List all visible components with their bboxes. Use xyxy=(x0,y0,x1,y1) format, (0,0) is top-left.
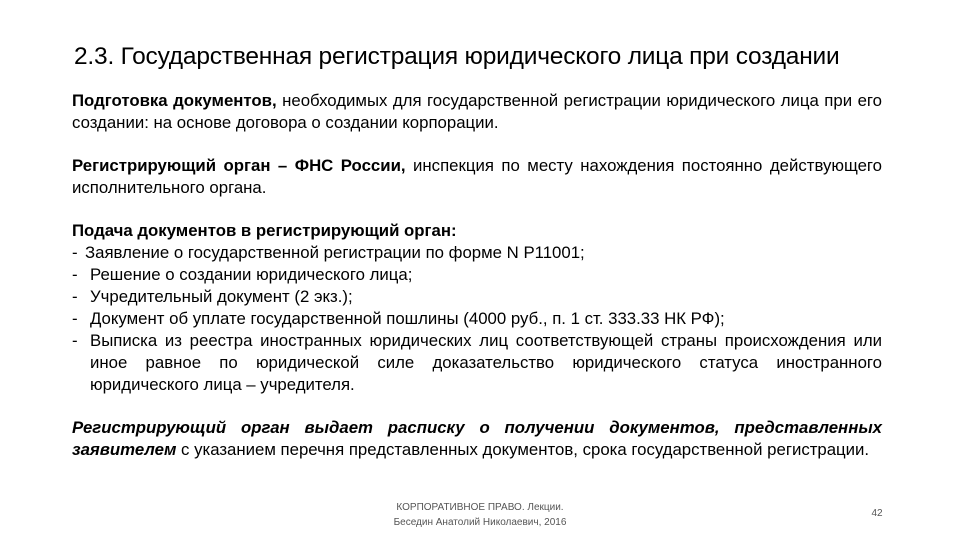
document-list xyxy=(72,220,882,396)
paragraph-bold-italic-lead: Регистрирующий орган выдает расписку о получении документов, представленных заявителем xyxy=(72,418,882,459)
document-list-heading: Подача документов в регистрирующий орган: xyxy=(72,221,457,240)
page-number: 42 xyxy=(871,508,883,519)
slide-title: 2.3. Государственная регистрация юридического лица при создании xyxy=(74,43,840,70)
dash-bullet: - xyxy=(72,287,78,306)
footer-course-title: КОРПОРАТИВНОЕ ПРАВО. Лекции. xyxy=(396,502,564,513)
paragraph-text: необходимых для государственной регистрации юридического лица при его создании: на основе договора о создании корпорации. xyxy=(72,91,882,132)
paragraph-bold-lead: Регистрирующий орган – ФНС России, xyxy=(72,156,406,175)
paragraph-bold-lead: Подготовка документов, xyxy=(72,91,277,110)
list-item xyxy=(72,330,882,396)
list-item-text: Учредительный документ (2 экз.); xyxy=(90,287,353,306)
list-item-text: Выписка из реестра иностранных юридических лиц соответствующей страны происхождения или иное равное по юридической силе доказательство юридического статуса иностранного юридического лица – учредителя. xyxy=(90,331,882,394)
paragraph-document-preparation xyxy=(72,90,882,134)
list-item-text: Решение о создании юридического лица; xyxy=(90,265,413,284)
paragraph-registering-authority xyxy=(72,155,882,199)
dash-bullet: - xyxy=(72,265,78,284)
list-item xyxy=(72,264,882,286)
slide-body xyxy=(72,90,882,482)
dash-bullet: - xyxy=(72,309,78,328)
list-item xyxy=(72,286,882,308)
slide-footer xyxy=(360,500,600,530)
list-item-text: Заявление о государственной регистрации по форме N Р11001; xyxy=(85,243,585,262)
list-item-text: Документ об уплате государственной пошлины (4000 руб., п. 1 ст. 333.33 НК РФ); xyxy=(90,309,725,328)
dash-bullet: - xyxy=(72,331,78,350)
list-item xyxy=(72,308,882,330)
dash-bullet: - xyxy=(72,243,78,262)
list-item xyxy=(72,242,882,264)
paragraph-text: с указанием перечня представленных документов, срока государственной регистрации. xyxy=(176,440,870,459)
footer-author: Беседин Анатолий Николаевич, 2016 xyxy=(393,517,567,528)
paragraph-receipt xyxy=(72,417,882,461)
paragraph-text: инспекция по месту нахождения постоянно действующего исполнительного органа. xyxy=(72,156,882,197)
